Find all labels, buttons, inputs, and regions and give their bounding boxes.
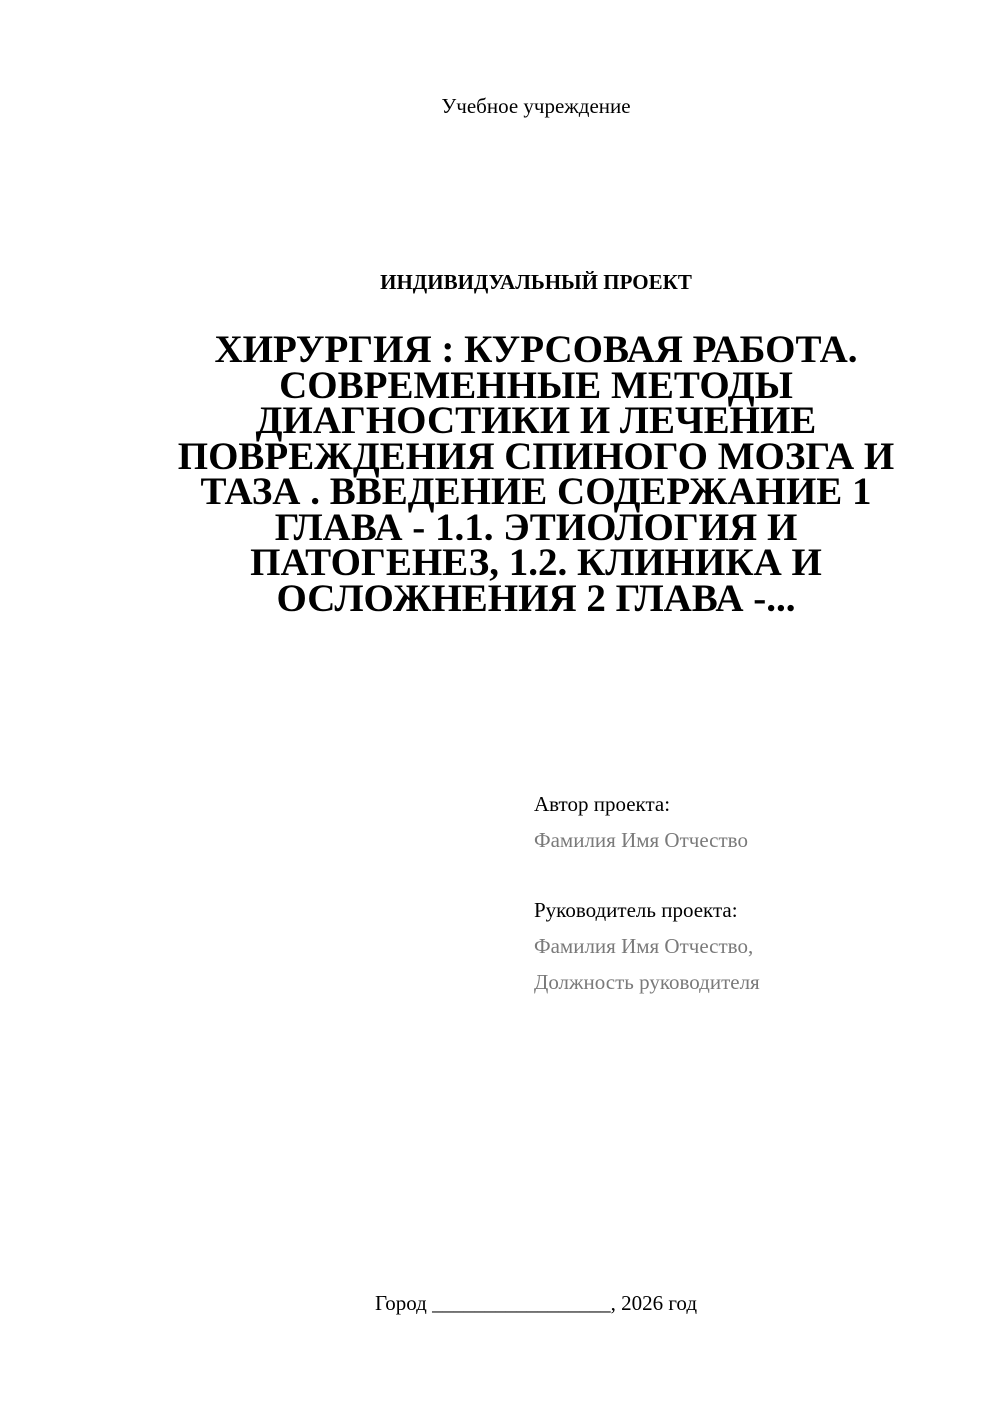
author-block [534, 786, 974, 858]
supervisor-block [534, 892, 974, 1000]
document-title: ХИРУРГИЯ : КУРСОВАЯ РАБОТА. СОВРЕМЕННЫЕ МЕТОДЫ ДИАГНОСТИКИ И ЛЕЧЕНИЕ ПОВРЕЖДЕНИЯ СПИНОГО МОЗГА И ТАЗА . ВВЕДЕНИЕ СОДЕРЖАНИЕ 1 ГЛАВА - 1.1. ЭТИОЛОГИЯ И ПАТОГЕНЕЗ, 1.2. КЛИНИКА И ОСЛОЖНЕНИЯ 2 ГЛАВА -... [177, 328, 895, 620]
document-type: ИНДИВИДУАЛЬНЫЙ ПРОЕКТ [380, 270, 692, 294]
institution-name: Учебное учреждение [441, 94, 631, 118]
supervisor-position: Должность руководителя [534, 970, 760, 994]
supervisor-name: Фамилия Имя Отчество, [534, 934, 754, 958]
supervisor-label: Руководитель проекта: [534, 898, 738, 922]
city-year-line: Город _________________, 2026 год [374, 1291, 698, 1315]
author-label: Автор проекта: [534, 792, 671, 816]
author-name: Фамилия Имя Отчество [534, 828, 748, 852]
